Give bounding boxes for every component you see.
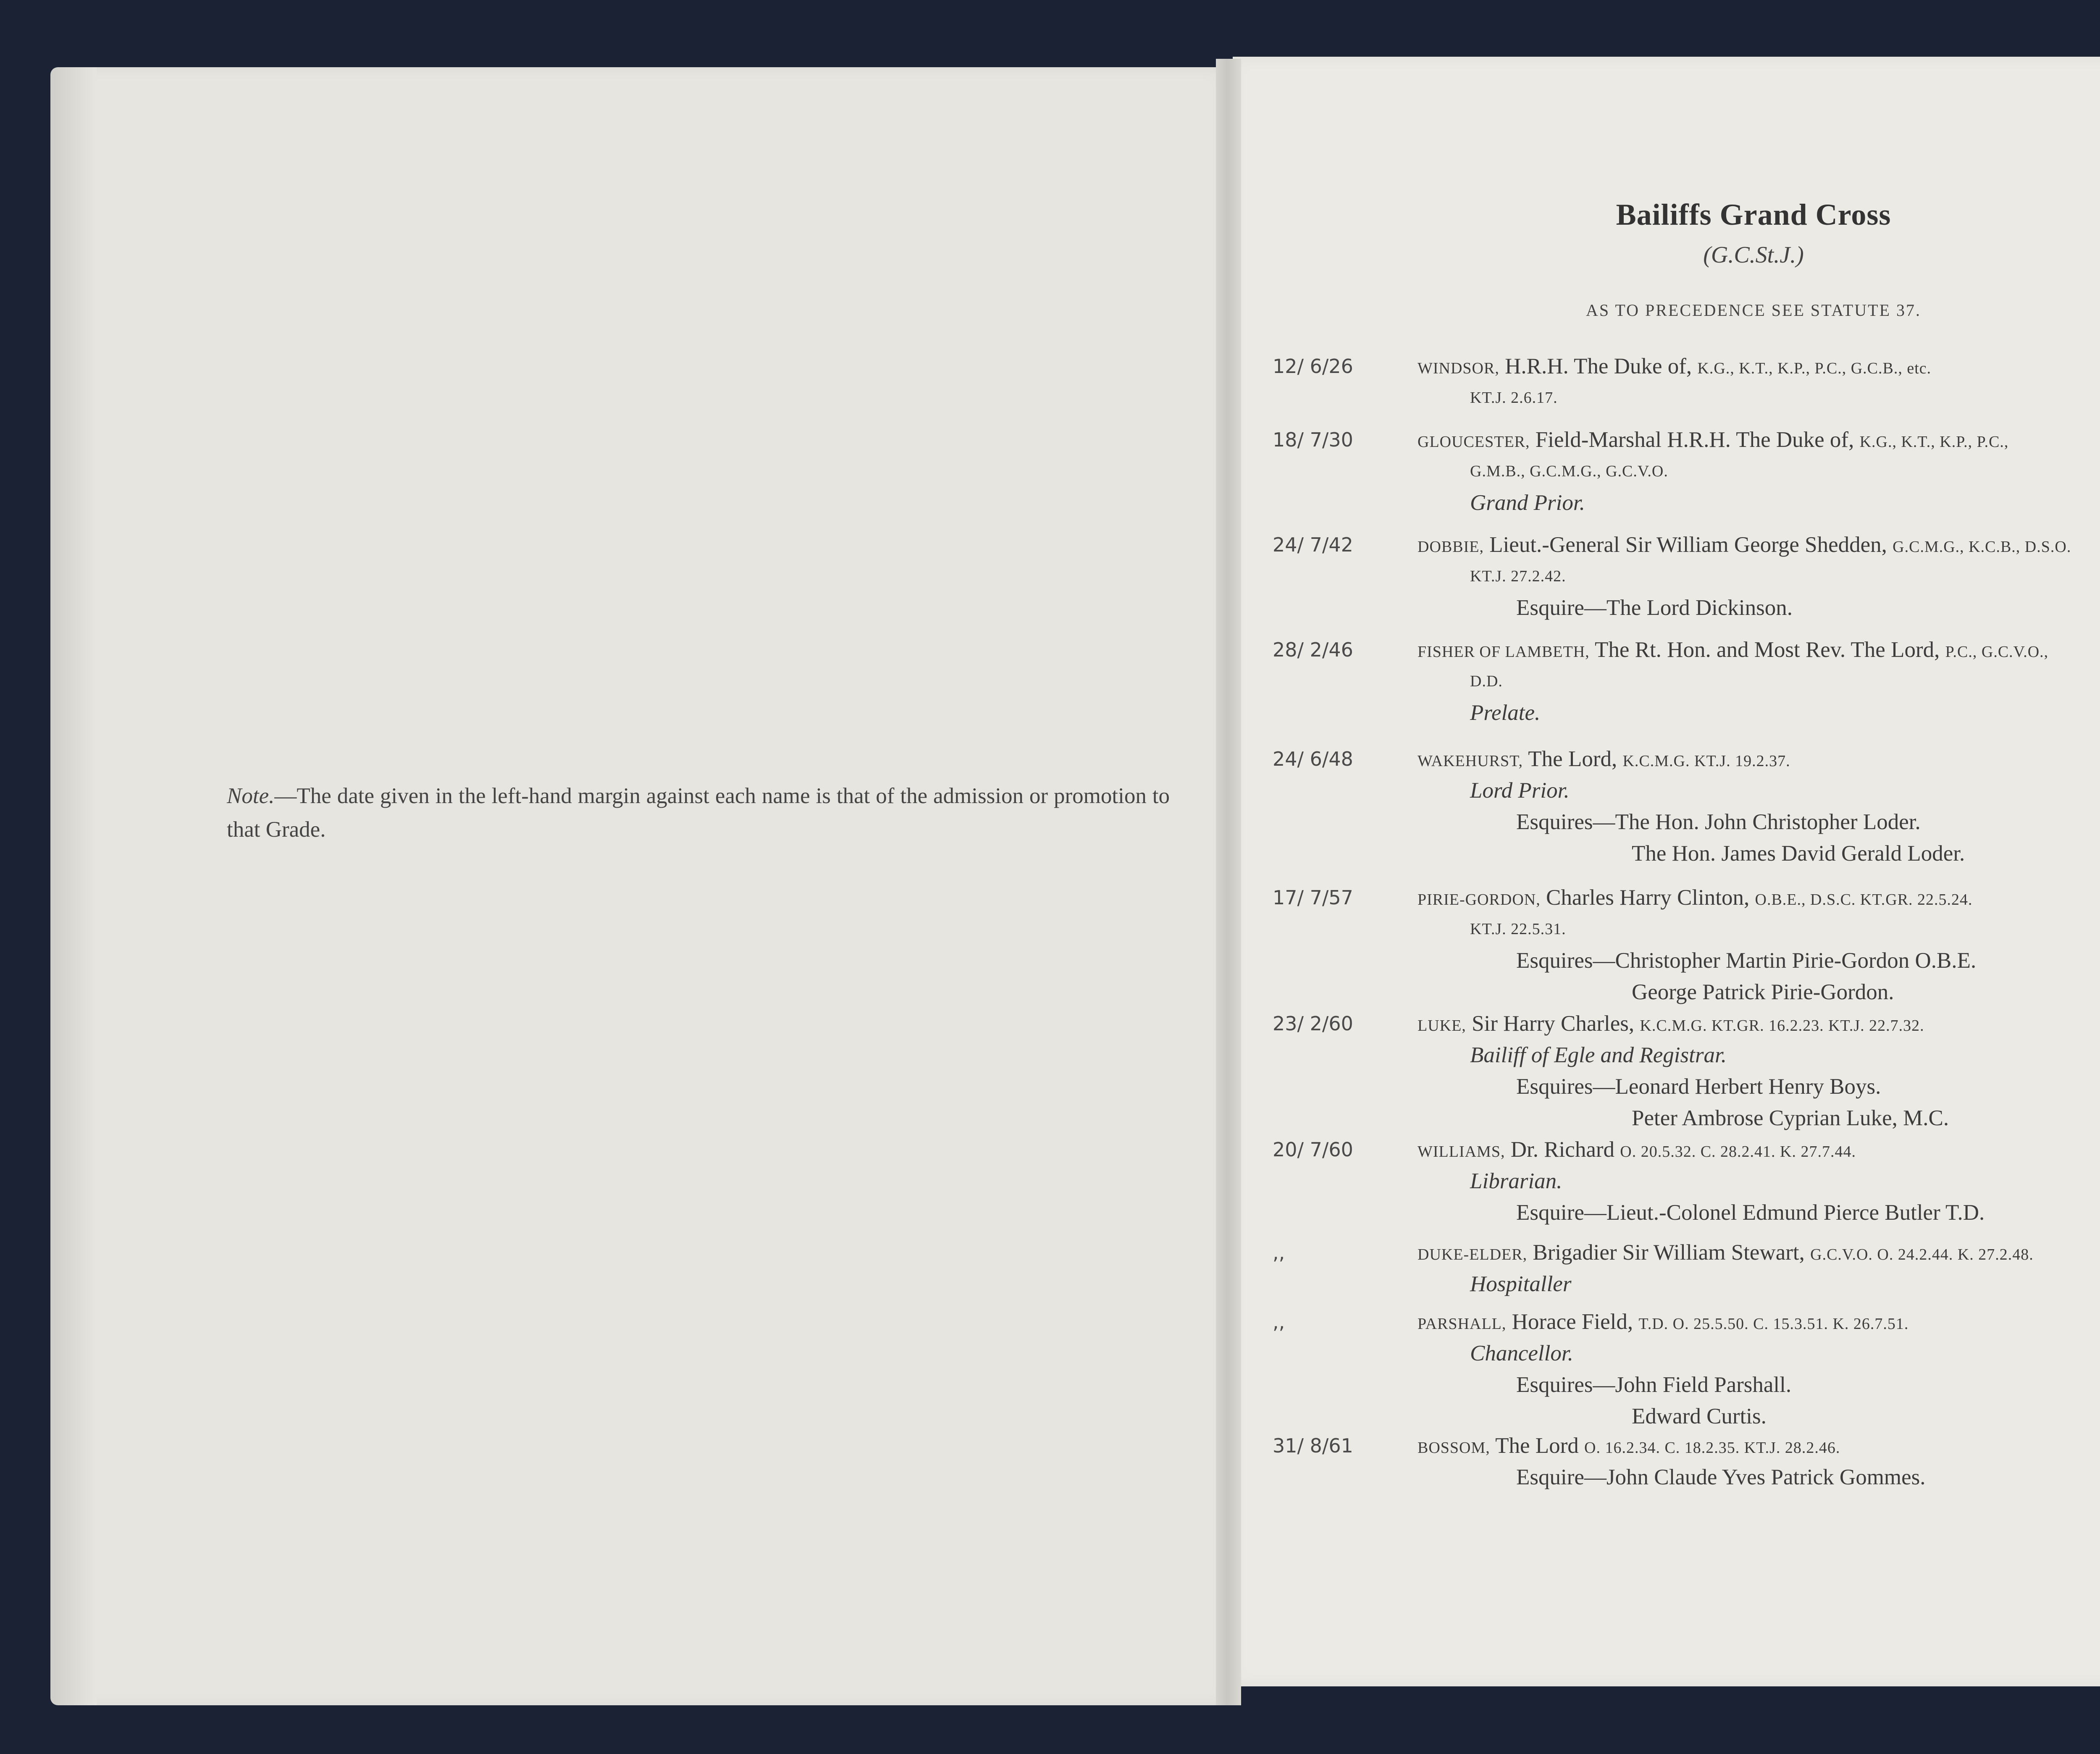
entry-date: 23/ 2/60	[1273, 1012, 1353, 1035]
entry-esquire: Esquires—The Hon. John Christopher Loder.	[1516, 810, 1921, 834]
left-page	[57, 67, 1224, 1705]
entry-text: Brigadier Sir William Stewart,	[1527, 1240, 1811, 1265]
entry-main-line	[1418, 351, 1931, 384]
entry-text: Lieut.-General Sir William George Shedden,	[1483, 533, 1893, 557]
entry-continuation: D.D.	[1470, 672, 1503, 690]
entry-honours: K.C.M.G. KT.J. 19.2.37.	[1622, 752, 1790, 770]
entry-text: The Rt. Hon. and Most Rev. The Lord,	[1589, 638, 1945, 662]
entry-name: DOBBIE,	[1418, 538, 1484, 556]
entry-esquire: Esquires—Christopher Martin Pirie-Gordon O.B.E.	[1516, 948, 1977, 973]
entry-honours: P.C., G.C.V.O.,	[1945, 643, 2049, 661]
entry-office: Librarian.	[1470, 1169, 1562, 1193]
entry-esquire-second: The Hon. James David Gerald Loder.	[1632, 841, 1965, 866]
entry-honours: O. 16.2.34. C. 18.2.35. KT.J. 28.2.46.	[1584, 1439, 1840, 1457]
entry-honours: K.G., K.T., K.P., P.C.,	[1859, 433, 2009, 451]
entry-continuation: G.M.B., G.C.M.G., G.C.V.O.	[1470, 462, 1668, 480]
entry-name: LUKE,	[1418, 1017, 1466, 1035]
entry-esquire: Esquire—Lieut.-Colonel Edmund Pierce Butler T.D.	[1516, 1200, 1985, 1225]
entry-date: 17/ 7/57	[1273, 886, 1353, 909]
entry-office: Bailiff of Egle and Registrar.	[1470, 1043, 1727, 1067]
entry-name: WILLIAMS,	[1418, 1143, 1505, 1161]
entry-honours: T.D. O. 25.5.50. C. 15.3.51. K. 26.7.51.	[1638, 1315, 1909, 1333]
statute-note: AS TO PRECEDENCE SEE STATUTE 37.	[1586, 301, 1922, 320]
entry-text: Field-Marshal H.R.H. The Duke of,	[1530, 428, 1860, 452]
entry-text: H.R.H. The Duke of,	[1499, 354, 1698, 378]
page-edge	[50, 67, 97, 1705]
book-gutter	[1216, 59, 1241, 1705]
entry-date: 20/ 7/60	[1273, 1138, 1353, 1161]
entry-main-line	[1418, 634, 2048, 668]
entry-date: ,,	[1273, 1241, 1285, 1264]
entry-main-line	[1418, 882, 1973, 916]
entry-office: Hospitaller	[1470, 1272, 1572, 1296]
page-subtitle: (G.C.St.J.)	[1703, 242, 1804, 268]
entry-esquire: Esquire—The Lord Dickinson.	[1516, 596, 1793, 620]
entry-esquire: Esquires—John Field Parshall.	[1516, 1373, 1792, 1397]
entry-text: The Lord	[1490, 1434, 1585, 1458]
entry-date: 28/ 2/46	[1273, 638, 1353, 661]
entry-name: PARSHALL,	[1418, 1315, 1507, 1333]
entry-continuation: KT.J. 27.2.42.	[1470, 567, 1566, 585]
entry-main-line	[1418, 1134, 1856, 1168]
entry-honours: G.C.M.G., K.C.B., D.S.O.	[1893, 538, 2071, 556]
note-text: —The date given in the left-hand margin against each name is that of the admission or promotion to that Grade.	[227, 784, 1170, 842]
entry-office: Lord Prior.	[1470, 778, 1570, 803]
entry-name: PIRIE-GORDON,	[1418, 891, 1541, 909]
entry-main-line	[1418, 1430, 1840, 1464]
margin-note	[227, 779, 1170, 846]
entry-main-line	[1418, 529, 2071, 563]
entry-name: WINDSOR,	[1418, 360, 1499, 377]
entry-esquire: Esquire—John Claude Yves Patrick Gommes.	[1516, 1465, 1926, 1489]
entry-main-line	[1418, 424, 2008, 458]
entry-honours: O. 20.5.32. C. 28.2.41. K. 27.7.44.	[1620, 1143, 1856, 1161]
entry-name: DUKE-ELDER,	[1418, 1246, 1528, 1263]
entry-date: 31/ 8/61	[1273, 1434, 1353, 1457]
entry-esquire-second: George Patrick Pirie-Gordon.	[1632, 980, 1894, 1004]
entry-office: Prelate.	[1470, 701, 1541, 725]
entry-text: Dr. Richard	[1505, 1137, 1620, 1162]
entry-main-line	[1418, 1237, 2034, 1271]
entry-name: GLOUCESTER,	[1418, 433, 1530, 451]
entry-office: Chancellor.	[1470, 1341, 1573, 1365]
entry-continuation: KT.J. 2.6.17.	[1470, 389, 1558, 407]
entry-main-line	[1418, 1008, 1924, 1042]
entry-text: Sir Harry Charles,	[1466, 1011, 1640, 1036]
entry-esquire-second: Edward Curtis.	[1632, 1404, 1767, 1428]
entry-text: The Lord,	[1523, 747, 1623, 771]
entry-date: ,,	[1273, 1310, 1285, 1333]
note-label: Note.	[227, 784, 275, 808]
entry-text: Charles Harry Clinton,	[1540, 885, 1755, 910]
entry-name: WAKEHURST,	[1418, 752, 1523, 770]
entry-honours: G.C.V.O. O. 24.2.44. K. 27.2.48.	[1810, 1246, 2034, 1263]
entry-esquire: Esquires—Leonard Herbert Henry Boys.	[1516, 1074, 1881, 1099]
entry-name: FISHER OF LAMBETH,	[1418, 643, 1590, 661]
entry-honours: O.B.E., D.S.C. KT.GR. 22.5.24.	[1755, 891, 1973, 909]
entry-date: 12/ 6/26	[1273, 355, 1353, 378]
entry-esquire-second: Peter Ambrose Cyprian Luke, M.C.	[1632, 1106, 1949, 1130]
entry-date: 24/ 6/48	[1273, 748, 1353, 770]
page-title: Bailiffs Grand Cross	[1616, 198, 1891, 231]
entry-main-line	[1418, 1306, 1908, 1340]
entry-date: 18/ 7/30	[1273, 428, 1353, 451]
entry-text: Horace Field,	[1506, 1310, 1639, 1334]
entry-date: 24/ 7/42	[1273, 533, 1353, 556]
entry-office: Grand Prior.	[1470, 491, 1585, 515]
entry-honours: K.G., K.T., K.P., P.C., G.C.B., etc.	[1697, 360, 1932, 377]
entry-honours: K.C.M.G. KT.GR. 16.2.23. KT.J. 22.7.32.	[1640, 1017, 1924, 1035]
entry-name: BOSSOM,	[1418, 1439, 1490, 1457]
entry-main-line	[1418, 743, 1790, 777]
entry-continuation: KT.J. 22.5.31.	[1470, 920, 1566, 938]
